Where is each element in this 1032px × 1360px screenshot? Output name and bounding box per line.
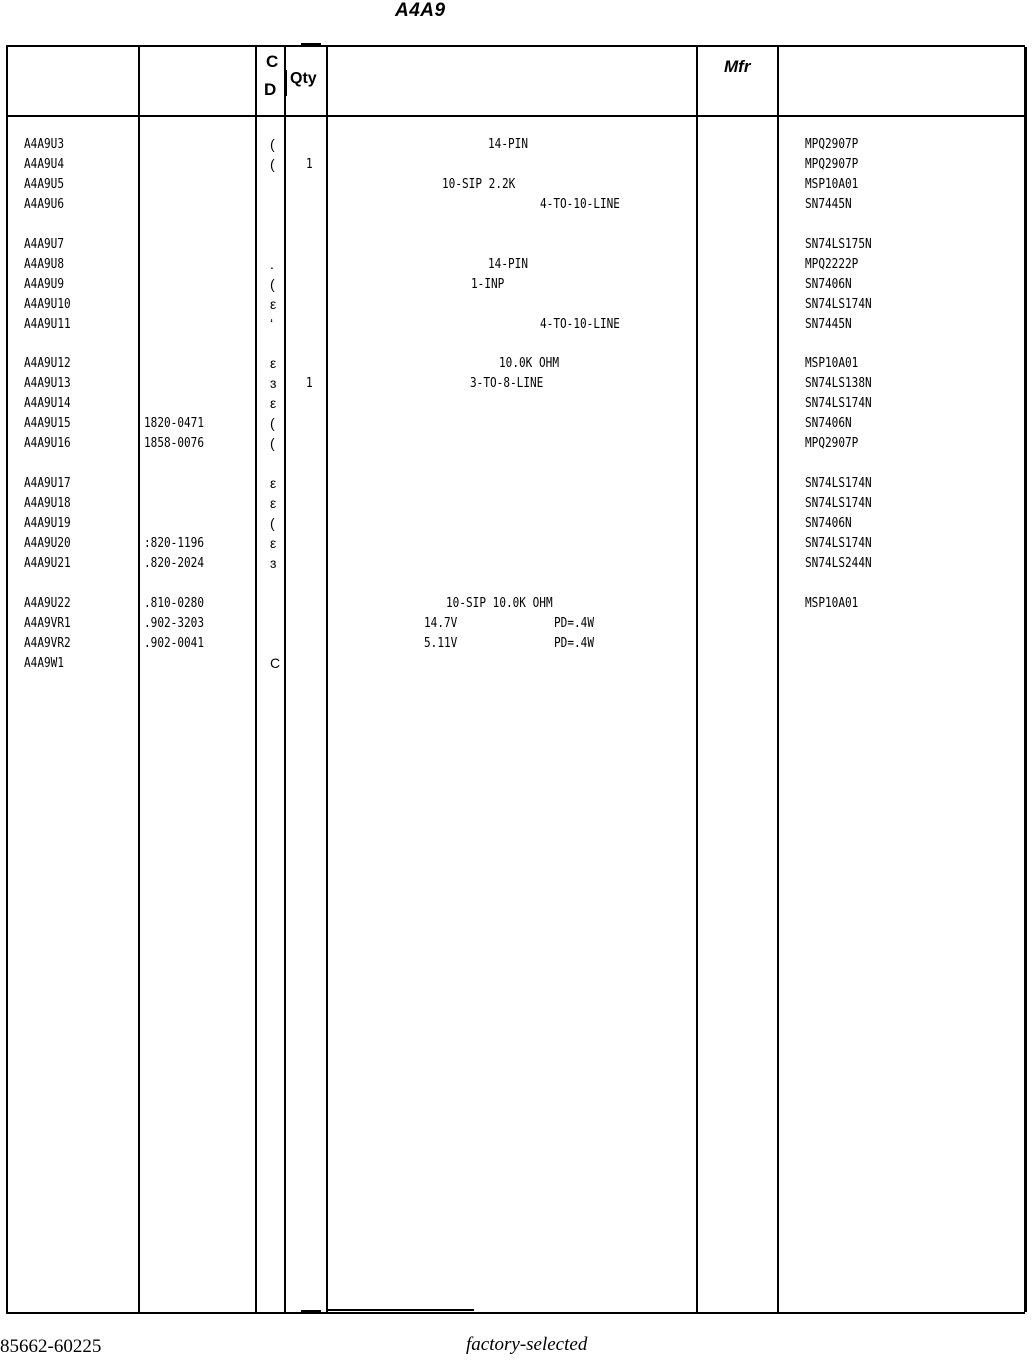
reference-designator: A4A9U15 xyxy=(24,415,71,431)
description: 3-TO-8-LINE xyxy=(470,375,544,391)
reference-designator: A4A9W1 xyxy=(24,655,65,671)
reference-designator: A4A9U3 xyxy=(24,136,65,152)
mfr-part-number: SN7406N xyxy=(805,276,852,292)
check-digit-fragment: ʻ xyxy=(270,316,274,332)
reference-designator: A4A9U4 xyxy=(24,156,65,172)
description: 4-TO-10-LINE xyxy=(540,196,620,212)
check-digit-fragment: ( xyxy=(270,276,275,292)
reference-designator: A4A9U19 xyxy=(24,515,71,531)
quantity: 1 xyxy=(306,375,313,391)
reference-designator: A4A9U7 xyxy=(24,236,65,252)
mfr-part-number: SN74LS175N xyxy=(805,236,872,252)
bottom-rule-fragment xyxy=(326,1309,474,1311)
header-qty-bar xyxy=(284,70,287,96)
reference-designator: A4A9U9 xyxy=(24,276,65,292)
check-digit-fragment: ε xyxy=(270,475,277,491)
table-right-edge xyxy=(1024,47,1027,1312)
column-divider-mfr-right xyxy=(777,45,779,1312)
reference-designator: A4A9U14 xyxy=(24,395,71,411)
mfr-part-number: SN74LS174N xyxy=(805,535,872,551)
mfr-part-number: SN74LS174N xyxy=(805,296,872,312)
qty-column-cap-top xyxy=(301,43,321,46)
check-digit-fragment: ɜ xyxy=(270,375,277,391)
mfr-part-number: MSP10A01 xyxy=(805,595,859,611)
mfr-part-number: SN74LS174N xyxy=(805,475,872,491)
description: 10.0K OHM xyxy=(499,355,559,371)
check-digit-fragment: ( xyxy=(270,435,275,451)
description: 14.7V xyxy=(424,615,458,631)
mfr-part-number: SN7445N xyxy=(805,316,852,332)
part-number: .820-2024 xyxy=(144,555,204,571)
mfr-part-number: MSP10A01 xyxy=(805,355,859,371)
column-divider-qty-left xyxy=(284,45,286,1312)
mfr-part-number: MSP10A01 xyxy=(805,176,859,192)
column-divider-qty-right xyxy=(326,45,328,1312)
reference-designator: A4A9U21 xyxy=(24,555,71,571)
part-number: 1820-0471 xyxy=(144,415,204,431)
mfr-part-number: SN7406N xyxy=(805,515,852,531)
check-digit-fragment: ε xyxy=(270,495,277,511)
check-digit-fragment: ( xyxy=(270,136,275,152)
reference-designator: A4A9VR1 xyxy=(24,615,71,631)
header-qty: Qty xyxy=(290,70,317,87)
qty-column-cap-bottom xyxy=(301,1310,321,1313)
part-number: .902-0041 xyxy=(144,635,204,651)
header-cd-bottom: D xyxy=(264,80,277,99)
reference-designator: A4A9U22 xyxy=(24,595,71,611)
parts-table-frame xyxy=(6,45,1025,1314)
reference-designator: A4A9U8 xyxy=(24,256,65,272)
reference-designator: A4A9U13 xyxy=(24,375,71,391)
header-rule xyxy=(6,115,1027,117)
part-number: 1858-0076 xyxy=(144,435,204,451)
description: 4-TO-10-LINE xyxy=(540,316,620,332)
column-divider-cd xyxy=(255,45,257,1312)
reference-designator: A4A9U18 xyxy=(24,495,71,511)
check-digit-fragment: ɜ xyxy=(270,555,277,571)
mfr-part-number: SN7406N xyxy=(805,415,852,431)
part-number: :820-1196 xyxy=(144,535,204,551)
check-digit-fragment: ( xyxy=(270,515,275,531)
check-digit-fragment: ε xyxy=(270,296,277,312)
description: 14-PIN xyxy=(488,256,529,272)
reference-designator: A4A9U6 xyxy=(24,196,65,212)
check-digit-fragment: . xyxy=(270,256,274,272)
reference-designator: A4A9U12 xyxy=(24,355,71,371)
reference-designator: A4A9U5 xyxy=(24,176,65,192)
mfr-part-number: SN7445N xyxy=(805,196,852,212)
description: 14-PIN xyxy=(488,136,529,152)
mfr-part-number: SN74LS174N xyxy=(805,395,872,411)
reference-designator: A4A9U17 xyxy=(24,475,71,491)
check-digit-fragment: ε xyxy=(270,355,277,371)
check-digit-fragment: ε xyxy=(270,535,277,551)
description-power: PD=.4W xyxy=(554,635,595,651)
column-divider-mfr-left xyxy=(696,45,698,1312)
column-divider-part xyxy=(138,45,140,1312)
footer-note: factory-selected xyxy=(466,1334,588,1355)
part-number: .902-3203 xyxy=(144,615,204,631)
reference-designator: A4A9U20 xyxy=(24,535,71,551)
reference-designator: A4A9VR2 xyxy=(24,635,71,651)
mfr-part-number: MPQ2907P xyxy=(805,136,859,152)
mfr-part-number: SN74LS174N xyxy=(805,495,872,511)
mfr-part-number: SN74LS244N xyxy=(805,555,872,571)
reference-designator: A4A9U16 xyxy=(24,435,71,451)
description: 5.11V xyxy=(424,635,458,651)
mfr-part-number: SN74LS138N xyxy=(805,375,872,391)
mfr-part-number: MPQ2222P xyxy=(805,256,859,272)
header-mfr: Mfr xyxy=(724,57,751,76)
reference-designator: A4A9U10 xyxy=(24,296,71,312)
page-title: A4A9 xyxy=(395,0,446,21)
footer-part-number: 85662-60225 xyxy=(0,1336,102,1357)
mfr-part-number: MPQ2907P xyxy=(805,156,859,172)
check-digit-fragment: ε xyxy=(270,395,277,411)
header-cd-top: C xyxy=(266,52,279,71)
quantity: 1 xyxy=(306,156,313,172)
description-power: PD=.4W xyxy=(554,615,595,631)
description: 10-SIP 2.2K xyxy=(442,176,516,192)
description: 10-SIP 10.0K OHM xyxy=(446,595,553,611)
description: 1-INP xyxy=(471,276,505,292)
check-digit-fragment: C xyxy=(270,655,281,671)
mfr-part-number: MPQ2907P xyxy=(805,435,859,451)
reference-designator: A4A9U11 xyxy=(24,316,71,332)
part-number: .810-0280 xyxy=(144,595,204,611)
check-digit-fragment: ( xyxy=(270,156,275,172)
check-digit-fragment: ( xyxy=(270,415,275,431)
